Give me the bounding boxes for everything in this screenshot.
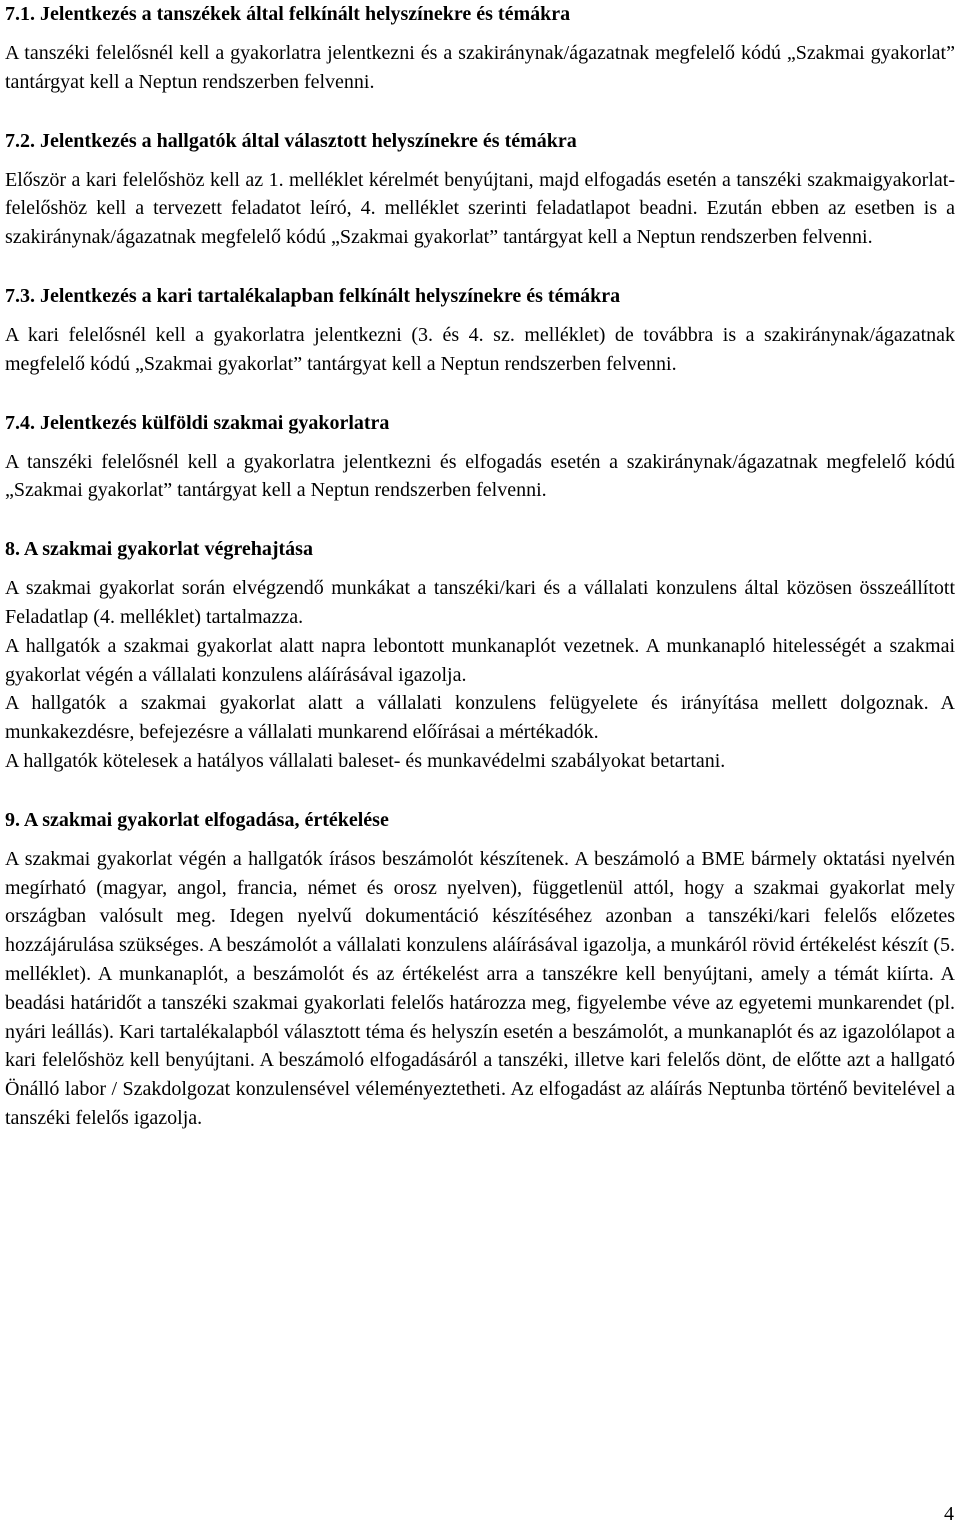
paragraph: A szakmai gyakorlat során elvégzendő munkákat a tanszéki/kari és a vállalati konzulens által közösen összeállított Feladatlap (4. melléklet) tartalmazza. <box>5 577 955 628</box>
section-heading: 7.4. Jelentkezés külföldi szakmai gyakorlatra <box>5 411 390 434</box>
section-7-4 <box>5 409 955 506</box>
section-spacer <box>5 776 955 806</box>
paragraph: A kari felelősnél kell a gyakorlatra jelentkezni (3. és 4. sz. melléklet) de továbbra is a szakiránynak/ágazatnak megfelelő kódú „Szakmai gyakorlat” tantárgyat kell a Neptun rendszerben felvenni. <box>5 323 955 375</box>
section-7-1 <box>5 0 955 97</box>
paragraph: Először a kari felelőshöz kell az 1. melléklet kérelmét benyújtani, majd elfogadás esetén a tanszéki szakmaigyakorlat-felelőshöz kell a tervezett feladatot leíró, 4. melléklet szerinti feladatlapot beadni. Ezután ebben az esetben is a szakiránynak/ágazatnak megfelelő kódú „Szakmai gyakorlat” tantárgyat kell a Neptun rendszerben felvenni. <box>5 168 955 249</box>
section-heading: 7.2. Jelentkezés a hallgatók által választott helyszínekre és témákra <box>5 129 577 152</box>
paragraph: A hallgatók a szakmai gyakorlat alatt a vállalati konzulens felügyelete és irányítása mellett dolgoznak. A munkakezdésre, befejezésre a vállalati munkarend előírásai a mértékadók. <box>5 692 955 744</box>
section-spacer <box>5 505 955 535</box>
section-7-3 <box>5 282 955 379</box>
section-heading: 8. A szakmai gyakorlat végrehajtása <box>5 538 313 561</box>
document-page <box>5 0 955 1133</box>
section-7-2 <box>5 127 955 252</box>
section-heading: 7.1. Jelentkezés a tanszékek által felkínált helyszínekre és témákra <box>5 3 571 25</box>
paragraph: A tanszéki felelősnél kell a gyakorlatra jelentkezni és elfogadás esetén a szakiránynak/ágazatnak megfelelő kódú „Szakmai gyakorlat” tantárgyat kell a Neptun rendszerben felvenni. <box>5 450 955 502</box>
section-spacer <box>5 252 955 282</box>
paragraph: A szakmai gyakorlat végén a hallgatók írásos beszámolót készítenek. A beszámoló a BME bármely oktatási nyelvén megírható (magyar, angol, francia, német és orosz nyelven), függetlenül attól, hogy a szakmai gyakorlat mely országban valósult meg. Idegen nyelvű dokumentáció készítéséhez azonban a tanszéki/kari felelős előzetes hozzájárulása szükséges. A beszámolót a vállalati konzulens aláírásával igazolja, a munkáról rövid értékelést készít (5. melléklet). A munkanaplót, a beszámolót és az értékelést arra a tanszékre kell benyújtani, amely a témát kiírta. A beadási határidőt a tanszéki szakmai gyakorlati felelős határozza meg, figyelembe véve az egyetemi munkarendet (pl. nyári leállás). Kari tartalékalapból választott téma és helyszín esetén a beszámolót, a munkanaplót és az igazolólapot a kari felelőshöz kell benyújtani. A beszámoló elfogadásáról a tanszéki, illetve kari felelős dönt, de előtte azt a hallgató Önálló labor / Szakdolgozat konzulensével véleményeztetheti. Az elfogadást az aláírás Neptunba történő bevitelével a tanszéki felelős igazolja. <box>5 847 955 1129</box>
section-heading: 9. A szakmai gyakorlat elfogadása, értékelése <box>5 808 389 831</box>
page-number: 4 <box>944 1503 954 1525</box>
paragraph: A hallgatók kötelesek a hatályos vállalati baleset- és munkavédelmi szabályokat betartani. <box>5 749 726 772</box>
section-heading: 7.3. Jelentkezés a kari tartalékalapban felkínált helyszínekre és témákra <box>5 284 621 307</box>
section-8 <box>5 535 955 776</box>
paragraph: A tanszéki felelősnél kell a gyakorlatra jelentkezni és a szakiránynak/ágazatnak megfelelő kódú „Szakmai gyakorlat” tantárgyat kell a Neptun rendszerben felvenni. <box>5 42 955 93</box>
section-9 <box>5 806 955 1133</box>
paragraph: A hallgatók a szakmai gyakorlat alatt napra lebontott munkanaplót vezetnek. A munkanapló hitelességét a szakmai gyakorlat végén a vállalati konzulens aláírásával igazolja. <box>5 634 955 686</box>
section-spacer <box>5 379 955 409</box>
section-spacer <box>5 97 955 127</box>
